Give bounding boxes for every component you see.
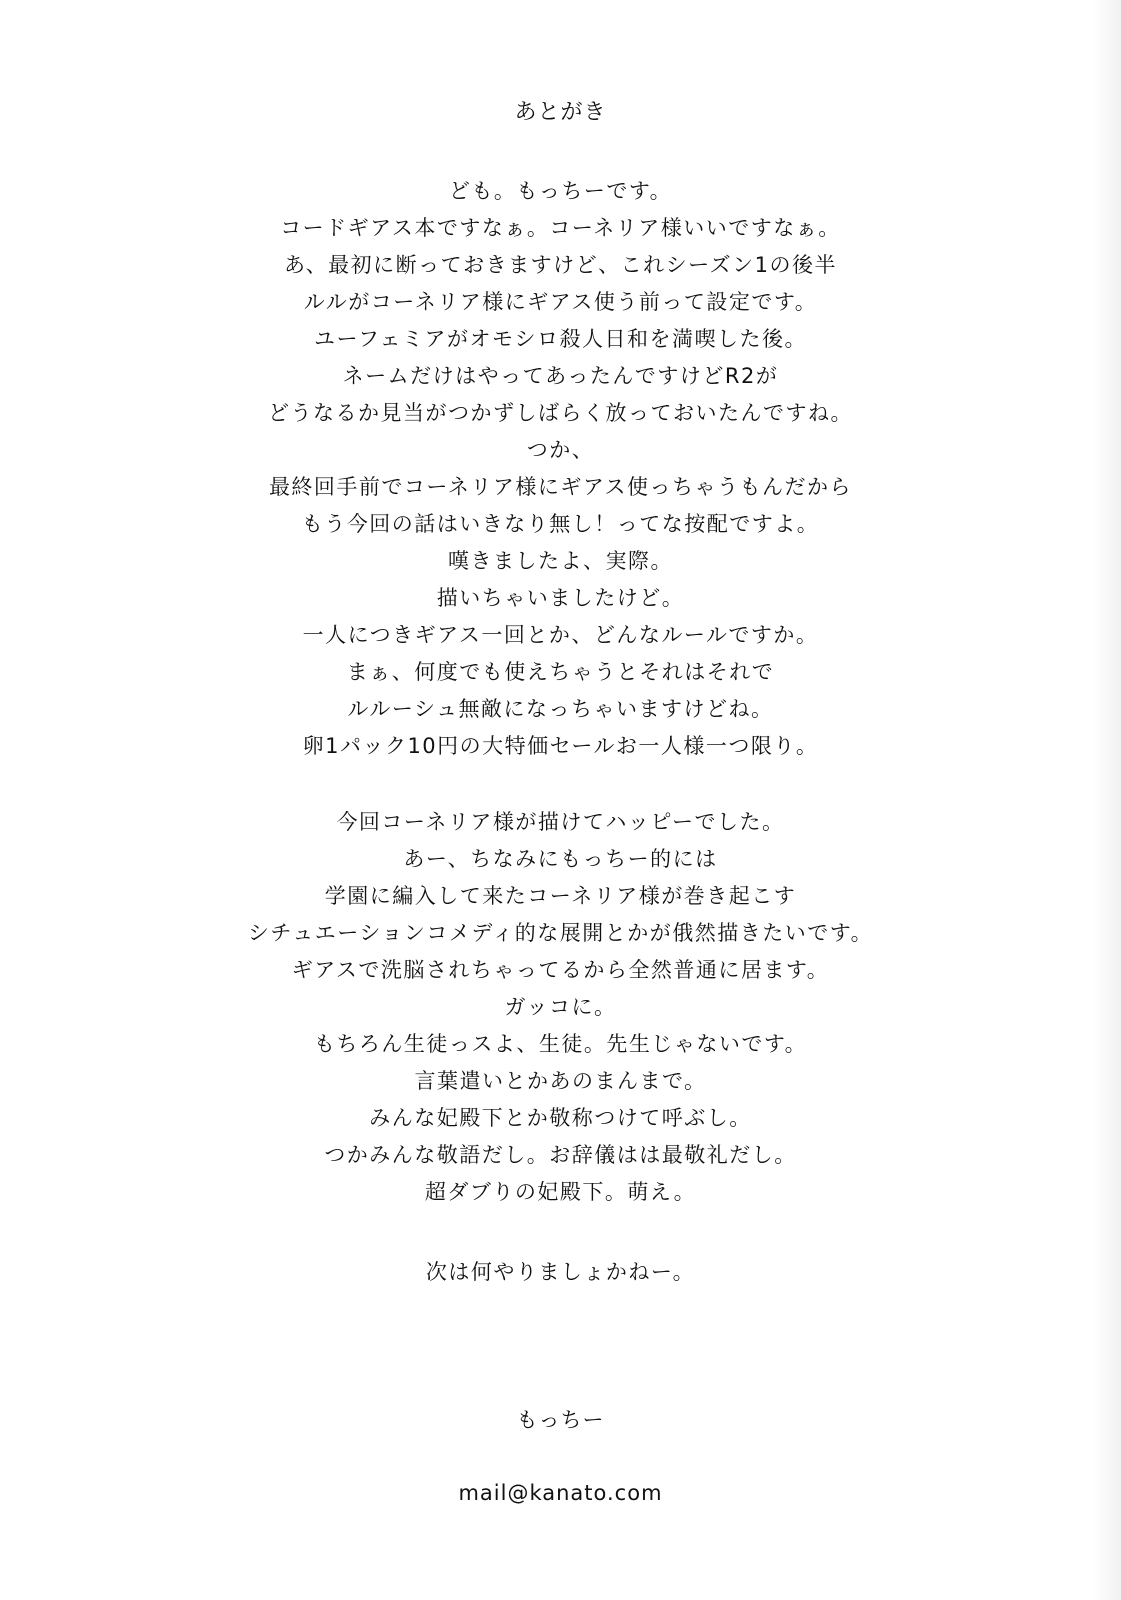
text-line: ルルがコーネリア様にギアス使う前って設定です。 (303, 290, 818, 314)
text-line: 描いちゃいましたけど。 (436, 586, 685, 610)
scan-edge-shadow (1093, 0, 1121, 1600)
text-line: まぁ、何度でも使えちゃうとそれはそれで (346, 660, 775, 684)
text-line: ども。もっちーです。 (448, 179, 673, 203)
text-line: シチュエーションコメディ的な展開とかが俄然描きたいです。 (247, 921, 874, 945)
text-line: ギアスで洗脳されちゃってるから全然普通に居ます。 (291, 958, 830, 982)
contact-email: mail@kanato.com (458, 1481, 663, 1505)
paragraph-3 (0, 1254, 1121, 1291)
text-line: もう今回の話はいきなり無し！ってな按配ですよ。 (301, 512, 820, 536)
text-line: あ、最初に断っておきますけど、これシーズン1の後半 (284, 253, 837, 277)
text-line: ルルーシュ無敵になっちゃいますけどね。 (347, 697, 774, 721)
page-title: あとがき (514, 100, 607, 125)
text-line: ネームだけはやってあったんですけどR2が (342, 364, 779, 388)
text-line: 卵1パック10円の大特価セールお一人様一つ限り。 (302, 734, 819, 758)
text-line: 超ダブりの妃殿下。萌え。 (424, 1180, 697, 1204)
text-line: つかみんな敬語だし。お辞儀はは最敬礼だし。 (324, 1143, 797, 1167)
text-line: 学園に編入して来たコーネリア様が巻き起こす (324, 884, 797, 908)
text-line: ガッコに。 (504, 995, 617, 1019)
text-line: つか、 (526, 438, 595, 462)
text-line: 次は何やりましょかねー。 (425, 1260, 696, 1284)
text-line: 今回コーネリア様が描けてハッピーでした。 (336, 810, 785, 834)
text-line: 嘆きましたよ、実際。 (448, 549, 673, 573)
text-line: みんな妃殿下とか敬称つけて呼ぶし。 (369, 1106, 752, 1130)
text-line: あー、ちなみにもっちー的には (403, 847, 718, 871)
author-signature: もっちー (516, 1408, 605, 1432)
text-line: 言葉遣いとかあのまんまで。 (414, 1069, 707, 1093)
text-line: 一人につきギアス一回とか、どんなルールですか。 (302, 623, 819, 647)
text-line: コードギアス本ですなぁ。コーネリア様いいですなぁ。 (280, 216, 841, 240)
paragraph-2 (0, 804, 1121, 1211)
text-line: もちろん生徒っスよ、生徒。先生じゃないです。 (313, 1032, 808, 1056)
text-line: 最終回手前でコーネリア様にギアス使っちゃうもんだから (268, 475, 853, 499)
paragraph-1 (0, 173, 1121, 765)
text-line: どうなるか見当がつかずしばらく放っておいたんですね。 (268, 401, 853, 425)
text-line: ユーフェミアがオモシロ殺人日和を満喫した後。 (314, 327, 807, 351)
